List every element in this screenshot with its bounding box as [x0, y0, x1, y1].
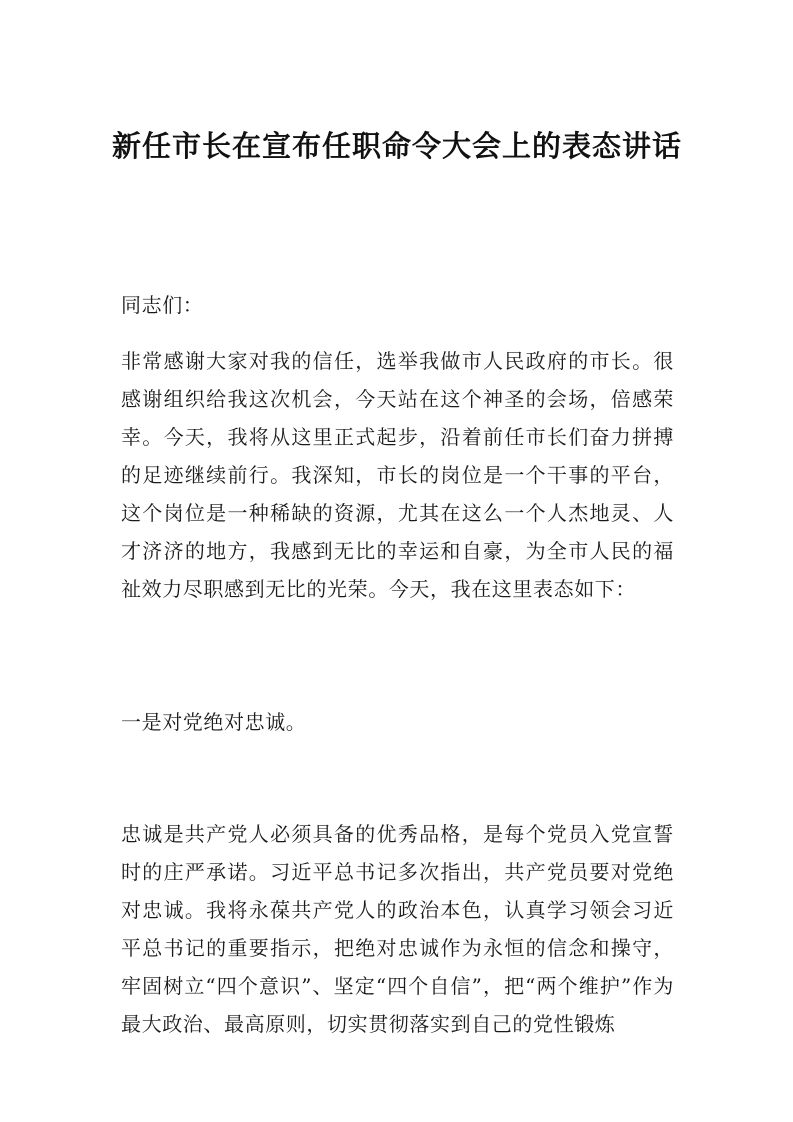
section-heading-1: 一是对党绝对忠诚。 — [121, 710, 307, 734]
document-title: 新任市长在宣布任职命令大会上的表态讲话 — [112, 129, 683, 163]
section-body-1: 忠诚是共产党人必须具备的优秀品格，是每个党员入党宣誓时的庄严承诺。习近平总书记多次指出，共产党员要对党绝对忠诚。我将永葆共产党人的政治本色，认真学习领会习近平总书记的重要指示，把绝对忠诚作为永恒的信念和操守，牢固树立“四个意识”、坚定“四个自信”，把“两个维护”作为最大政治、最高原则，切实贯彻落实到自己的党性锻炼 — [121, 822, 674, 1036]
salutation: 同志们： — [121, 293, 204, 317]
intro-paragraph: 非常感谢大家对我的信任，选举我做市人民政府的市长。很感谢组织给我这次机会，今天站在这个神圣的会场，倍感荣幸。今天，我将从这里正式起步，沿着前任市长们奋力拼搏的足迹继续前行。我深知，市长的岗位是一个干事的平台，这个岗位是一种稀缺的资源，尤其在这么一个人杰地灵、人才济济的地方，我感到无比的幸运和自豪，为全市人民的福祉效力尽职感到无比的光荣。今天，我在这里表态如下： — [121, 349, 674, 601]
